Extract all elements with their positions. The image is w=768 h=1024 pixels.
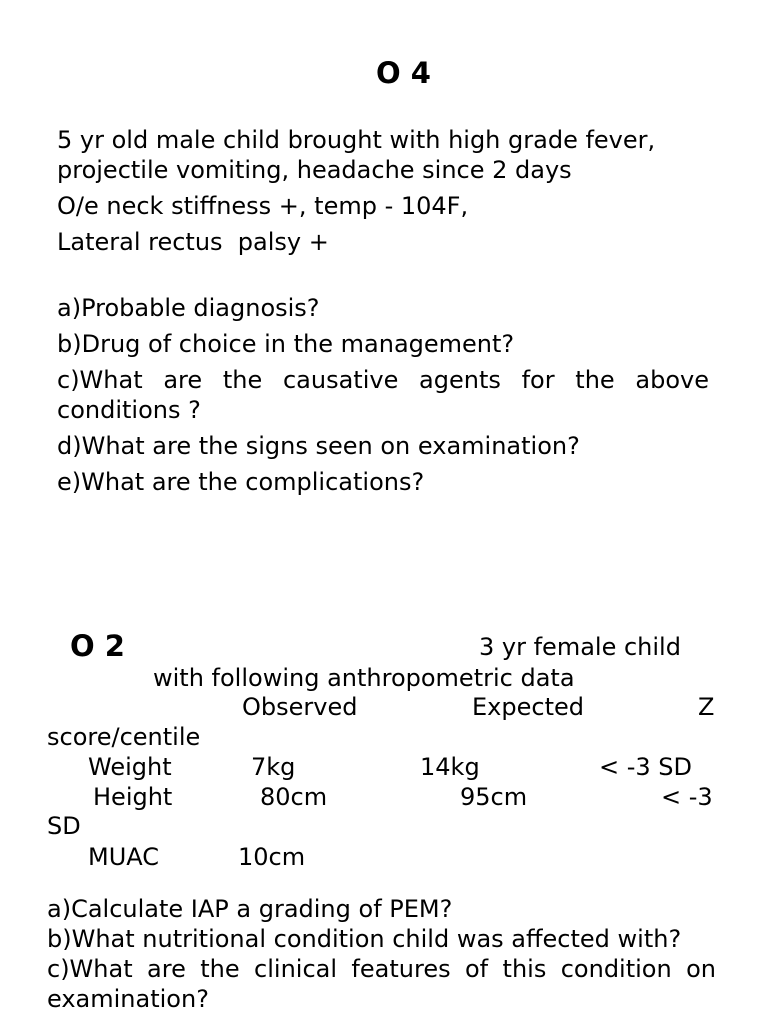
q1-case-block (57, 125, 709, 257)
column-header-z-prefix: Z (698, 693, 715, 721)
q1-exam-line-2: Lateral rectus palsy + (57, 228, 329, 256)
q1-exam-line-1: O/e neck stiffness +, temp - 104F, (57, 192, 469, 220)
q1-question-d: d)What are the signs seen on examination? (57, 432, 580, 460)
q1-question-a: a)Probable diagnosis? (57, 294, 320, 322)
q2-question-c: c)What are the clinical features of this condition on examination? (47, 955, 716, 1013)
row-height-observed: 80cm (260, 783, 328, 811)
q1-case-text: 5 yr old male child brought with high grade fever, projectile vomiting, headache since 2 days (57, 126, 656, 184)
q2-question-a: a)Calculate IAP a grading of PEM? (47, 895, 453, 923)
row-height-z-part2: SD (47, 812, 81, 840)
row-height-expected: 95cm (460, 783, 528, 811)
row-height-label: Height (93, 783, 173, 811)
q2-question-b: b)What nutritional condition child was affected with? (47, 925, 682, 953)
row-height-z-part1: < -3 (661, 783, 713, 811)
column-header-z-rest: score/centile (47, 723, 201, 751)
q2-heading: O 2 (70, 629, 125, 663)
row-weight-expected: 14kg (420, 753, 480, 781)
q2-intro-part2: with following anthropometric data (153, 664, 575, 692)
row-weight-label: Weight (88, 753, 172, 781)
q1-question-c: c)What are the causative agents for the above conditions ? (57, 366, 709, 424)
column-header-expected: Expected (472, 693, 584, 721)
q1-heading: O 4 (376, 56, 431, 90)
q1-question-b: b)Drug of choice in the management? (57, 330, 515, 358)
q2-questions (47, 894, 716, 1014)
row-weight-z: < -3 SD (599, 753, 693, 781)
column-header-observed: Observed (242, 693, 358, 721)
row-muac-observed: 10cm (238, 843, 306, 871)
q1-question-e: e)What are the complications? (57, 468, 425, 496)
row-weight-observed: 7kg (251, 753, 296, 781)
q2-intro-part1: 3 yr female child (479, 633, 681, 661)
row-muac-label: MUAC (88, 843, 160, 871)
q1-questions (57, 293, 709, 497)
